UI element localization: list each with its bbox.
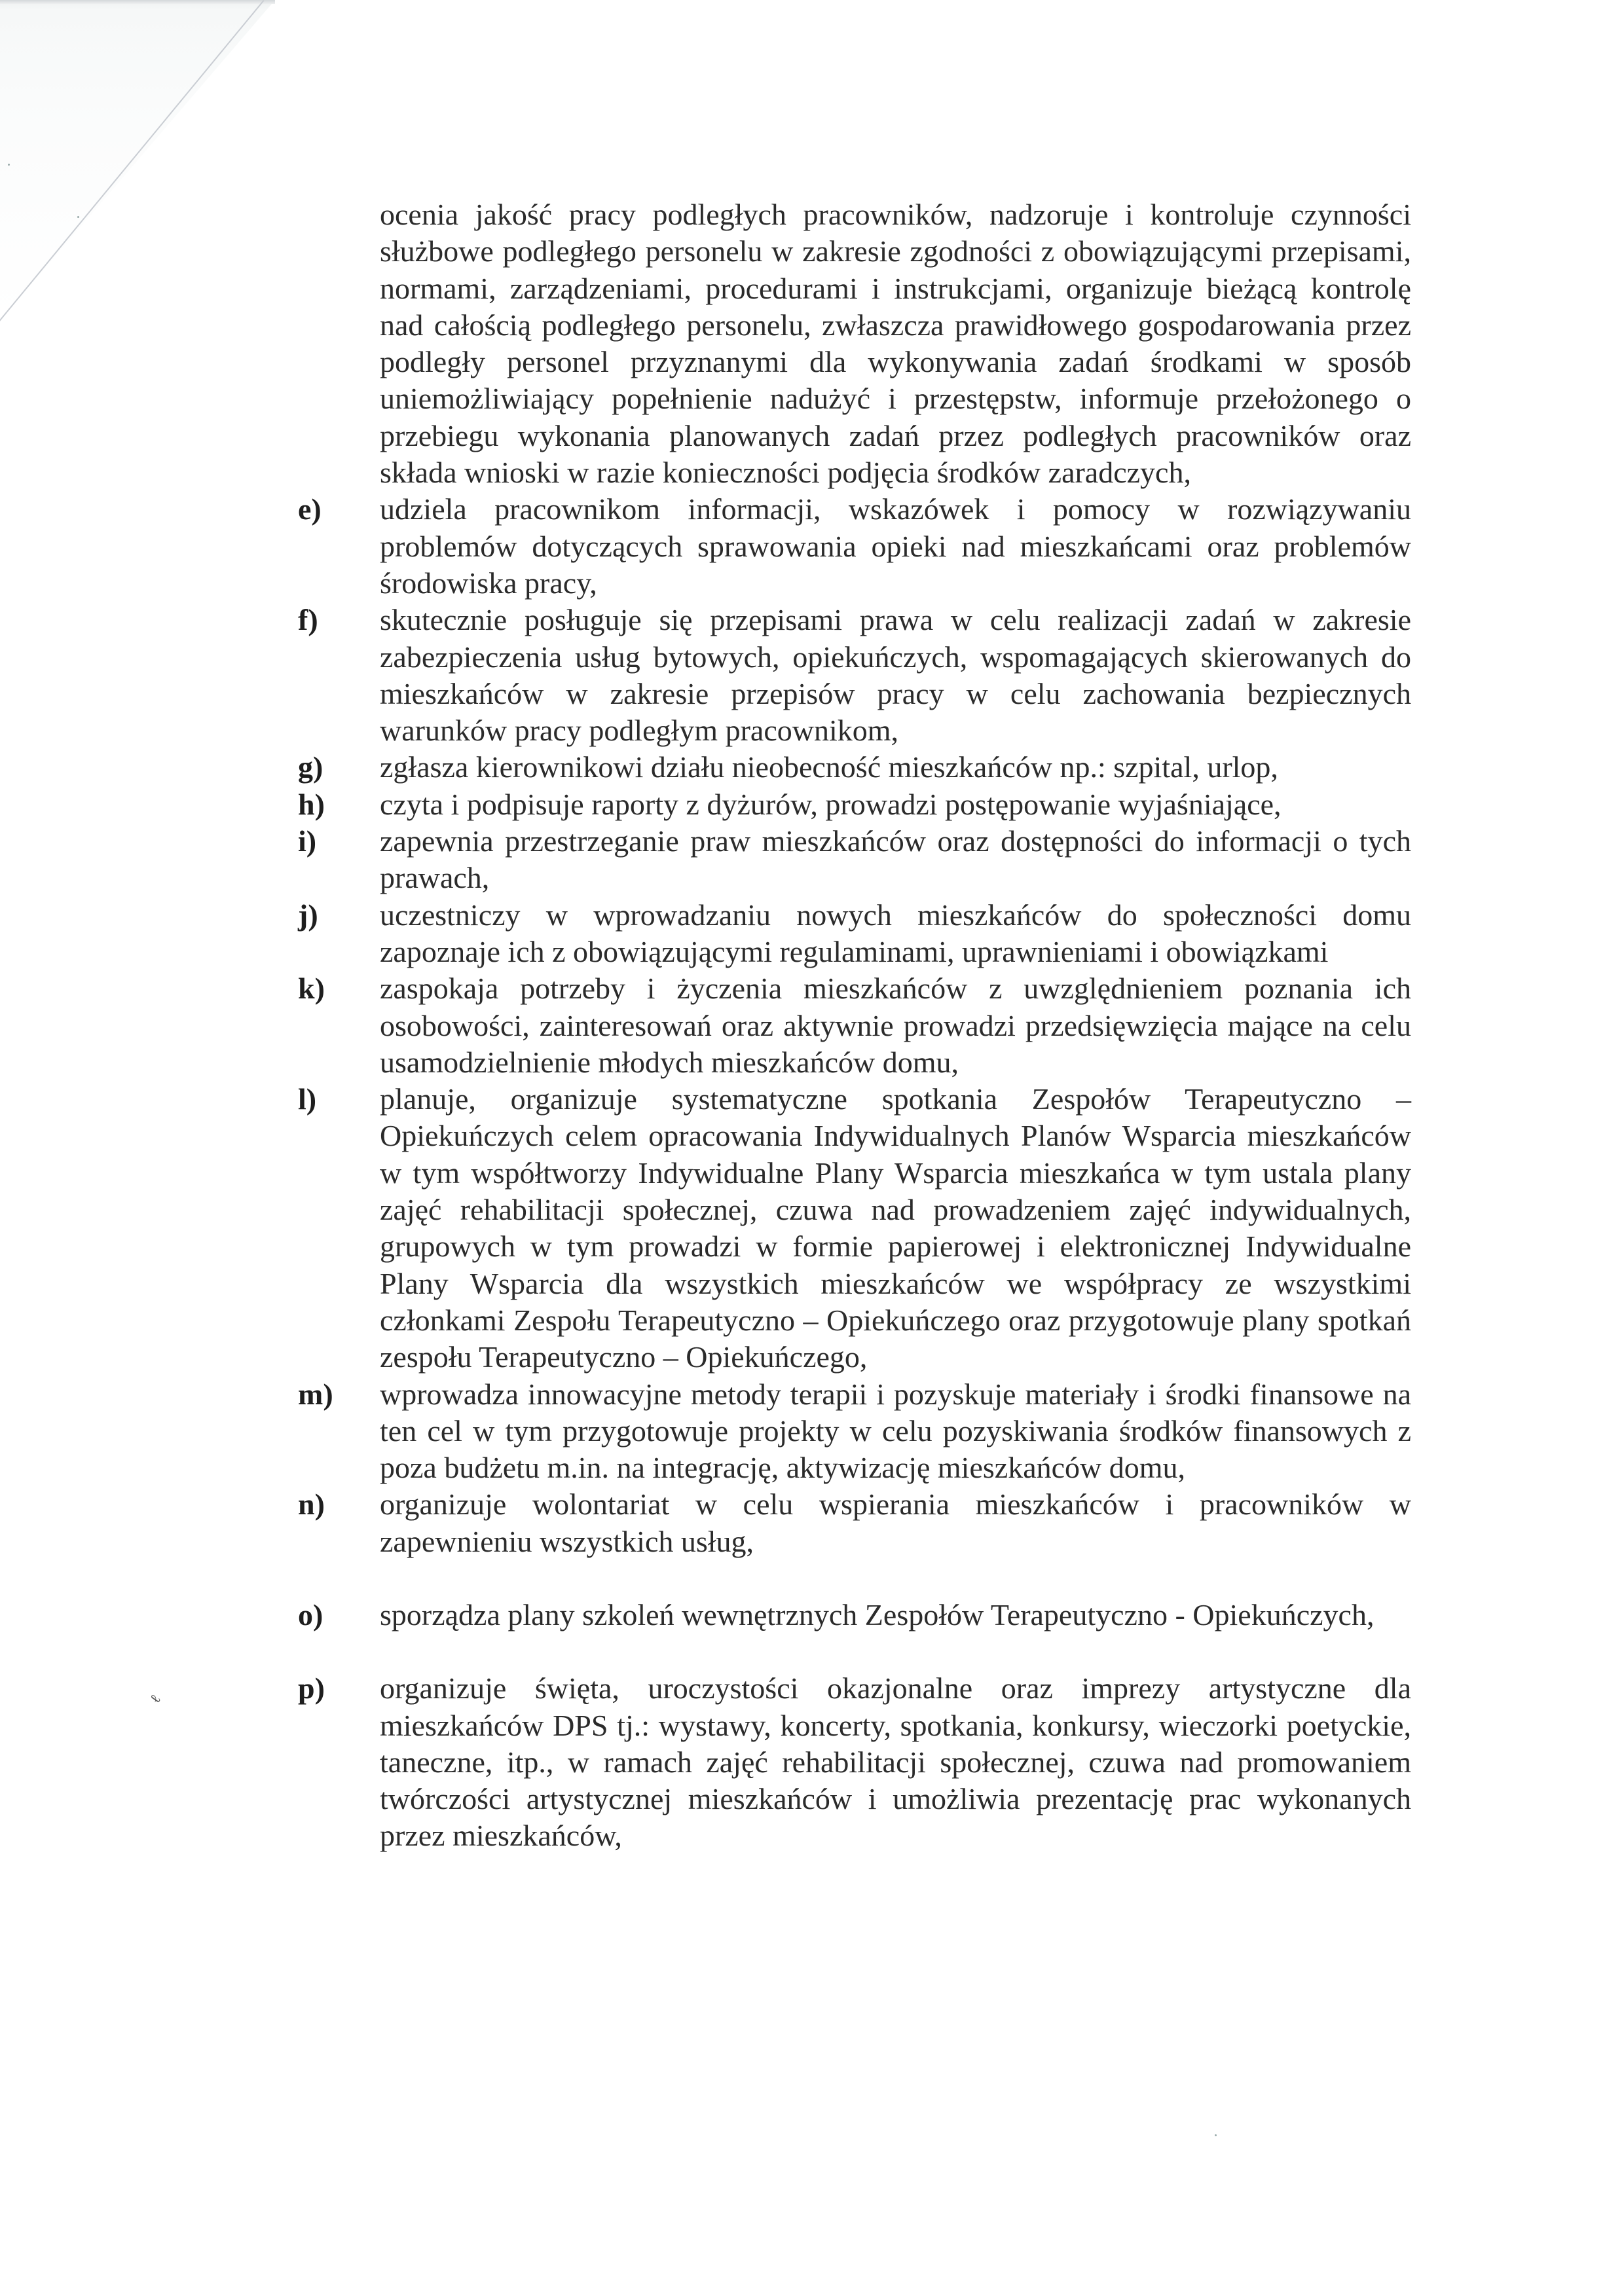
item-label: i) [298,824,317,858]
item-label: f) [298,603,318,637]
list-item-m [298,1376,1411,1487]
list-item-g [298,749,1411,786]
scan-top-edge [0,0,275,4]
item-label: j) [298,898,318,932]
item-label: l) [298,1082,317,1116]
list-item-p [298,1670,1411,1854]
scan-corner-shadow [0,0,275,321]
item-text: czyta i podpisuje raporty z dyżurów, prowadzi postępowanie wyjaśniające, [380,787,1282,821]
item-label: m) [298,1377,333,1411]
list-item-i [298,823,1411,897]
item-label: e) [298,492,322,526]
item-text: organizuje wolontariat w celu wspierania mieszkańców i pracowników w zapewnieniu wszystkich usług, [380,1487,1411,1558]
item-label: h) [298,787,325,821]
item-text: sporządza plany szkoleń wewnętrznych Zespołów Terapeutyczno - Opiekuńczych, [380,1597,1375,1631]
list-item-h [298,786,1411,823]
item-text: planuje, organizuje systematyczne spotkania Zespołów Terapeutyczno – Opiekuńczych celem opracowania Indywidualnych Planów Wsparcia mieszkańców w tym współtworzy Indywidualne Plany Wsparcia mieszkańca w tym ustala plany zajęć rehabilitacji społecznej, czuwa nad prowadzeniem zajęć indywidualnych, grupowych w tym prowadzi w formie papierowej i elektronicznej Indywidualne Plany Wsparcia dla wszystkich mieszkańców we współpracy ze wszystkimi członkami Zespołu Terapeutyczno – Opiekuńczego oraz przygotowuje plany spotkań zespołu Terapeutyczno – Opiekuńczego, [380,1082,1411,1374]
document-body [298,196,1411,1855]
item-text: uczestniczy w wprowadzaniu nowych mieszkańców do społeczności domu zapoznaje ich z obowiązującymi regulaminami, uprawnieniami i obowiązkami [380,898,1411,968]
spacer [298,1633,1411,1670]
item-text: zaspokaja potrzeby i życzenia mieszkańców z uwzględnieniem poznania ich osobowości, zainteresowań oraz aktywnie prowadzi przedsięwzięcia mające na celu usamodzielnienie młodych mieszkańców domu, [380,972,1411,1079]
list-item-j [298,897,1411,971]
spacer [298,1560,1411,1597]
item-label: o) [298,1597,323,1631]
item-label: g) [298,750,323,784]
item-text: skutecznie posługuje się przepisami prawa w celu realizacji zadań w zakresie zabezpieczenia usług bytowych, opiekuńczych, wspomagających skierowanych do mieszkańców w zakresie przepisów pracy w celu zachowania bezpiecznych warunków pracy podległym pracownikom, [380,603,1411,748]
list-item-k [298,970,1411,1081]
item-text: zgłasza kierownikowi działu nieobecność mieszkańców np.: szpital, urlop, [380,750,1278,784]
item-label: n) [298,1487,325,1522]
intro-paragraph: ocenia jakość pracy podległych pracowników, nadzoruje i kontroluje czynności służbowe podległego personelu w zakresie zgodności z obowiązującymi przepisami, normami, zarządzeniami, procedurami i instrukcjami, organizuje bieżącą kontrolę nad całością podległego personelu, zwłaszcza prawidłowego gospodarowania przez podległy personel przyznanymi dla wykonywania zadań środkami w sposób uniemożliwiający popełnienie nadużyć i przestępstw, informuje przełożonego o przebiegu wykonania planowanych zadań przez podległych pracowników oraz składa wnioski w razie konieczności podjęcia środków zaradczych, [380,198,1411,490]
list-item-l [298,1081,1411,1376]
item-text: udziela pracownikom informacji, wskazówek i pomocy w rozwiązywaniu problemów dotyczących sprawowania opieki nad mieszkańcami oraz problemów środowiska pracy, [380,492,1411,600]
scan-speck [8,164,10,166]
margin-scribble: ℓ [146,1691,164,1707]
item-label: k) [298,972,325,1006]
list-item-e [298,491,1411,602]
item-text: wprowadza innowacyjne metody terapii i pozyskuje materiały i środki finansowe na ten cel w tym przygotowuje projekty w celu pozyskiwania środków finansowych z poza budżetu m.in. na integrację, aktywizację mieszkańców domu, [380,1377,1411,1485]
item-label: p) [298,1671,325,1705]
list-item-n [298,1486,1411,1560]
scan-speck [77,216,79,218]
item-text: organizuje święta, uroczystości okazjonalne oraz imprezy artystyczne dla mieszkańców DPS tj.: wystawy, koncerty, spotkania, konkursy, wieczorki poetyckie, taneczne, itp., w ramach zajęć rehabilitacji społecznej, czuwa nad promowaniem twórczości artystycznej mieszkańców i umożliwia prezentację prac wykonanych przez mieszkańców, [380,1671,1411,1853]
list-item-f [298,602,1411,749]
item-text: zapewnia przestrzeganie praw mieszkańców oraz dostępności do informacji o tych prawach, [380,824,1411,895]
list-item-o [298,1597,1411,1633]
scan-speck [1215,2134,1217,2136]
